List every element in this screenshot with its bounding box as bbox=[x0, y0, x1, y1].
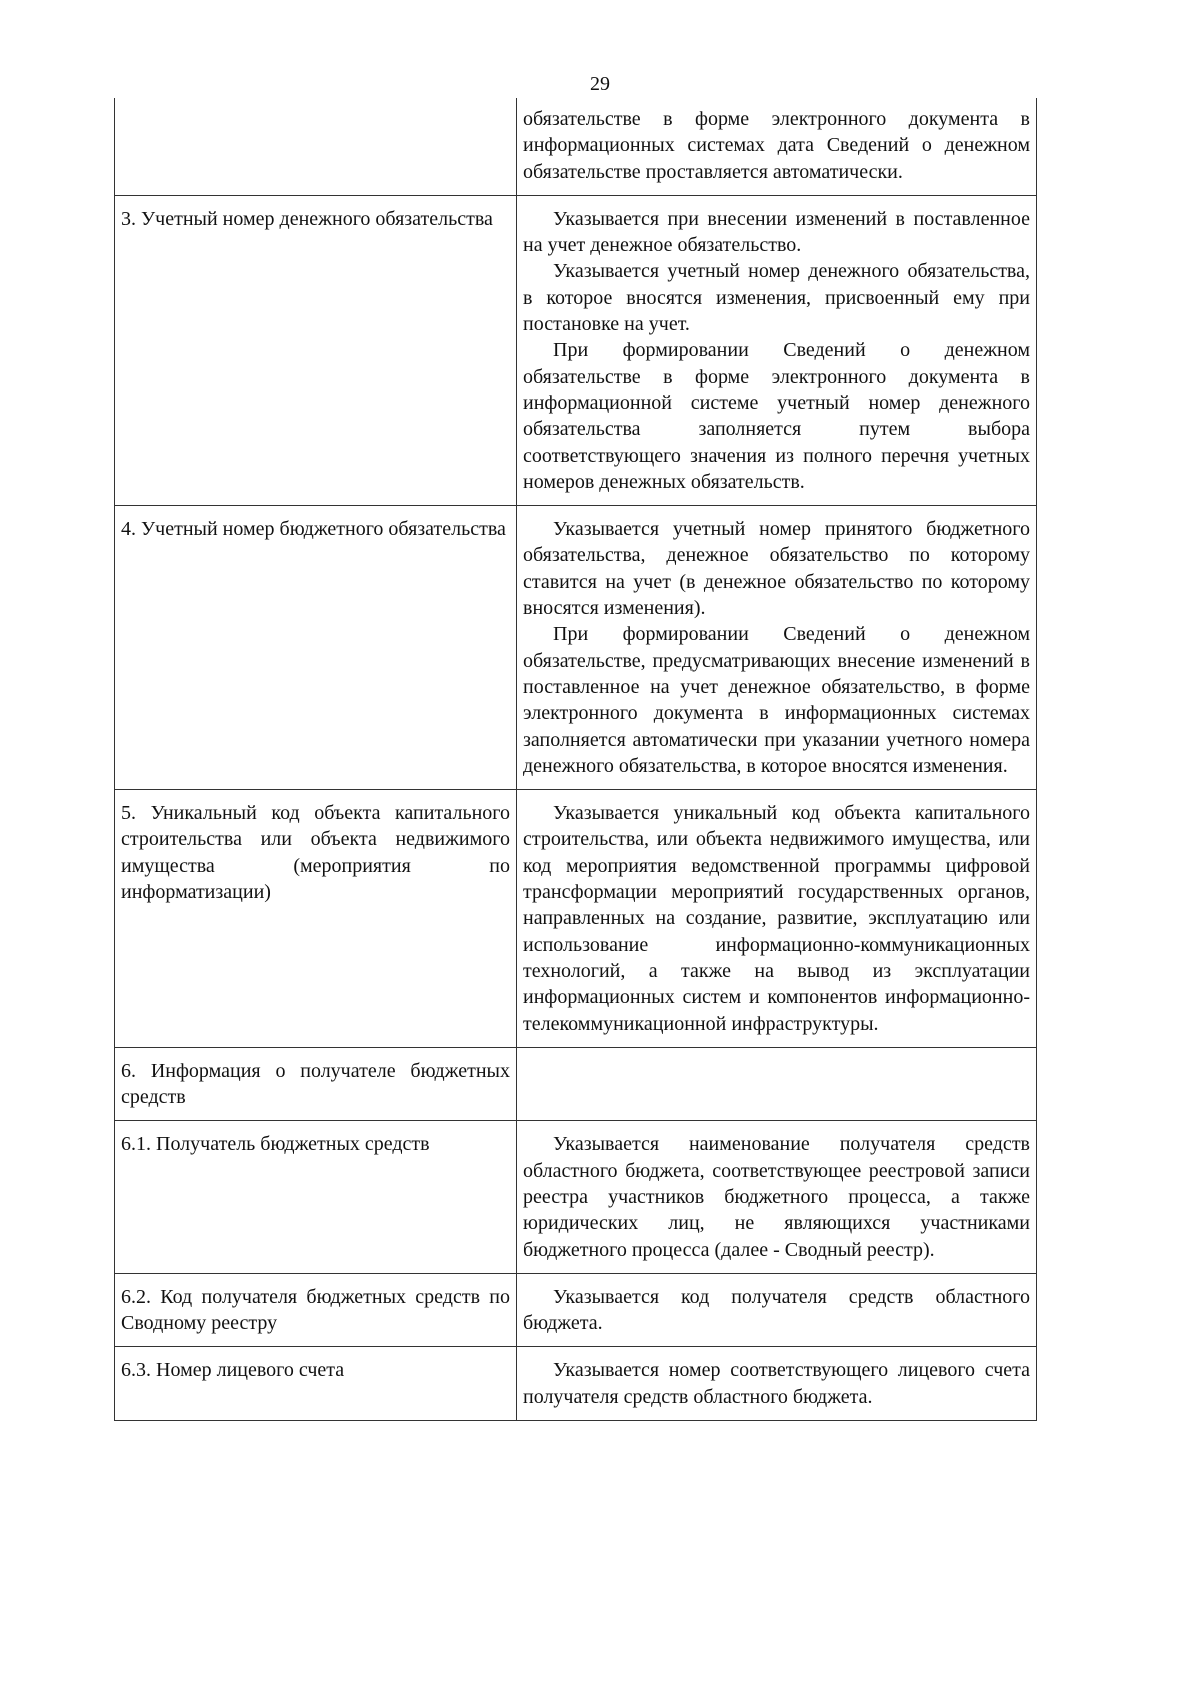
table-row bbox=[115, 1273, 1037, 1347]
description-paragraph: При формировании Сведений о денежном обязательстве в форме электронного документа в информационной системе учетный номер денежного обязательства заполняется путем выбора соответствующего значения из полного перечня учетных номеров денежных обязательств. bbox=[523, 339, 1030, 493]
table-row bbox=[115, 1347, 1037, 1421]
table-row bbox=[115, 98, 1037, 195]
description-paragraph: Указывается номер соответствующего лицевого счета получателя средств областного бюджета. bbox=[523, 1359, 1030, 1408]
field-name-cell: 6.2. Код получателя бюджетных средств по Сводному реестру bbox=[115, 1273, 517, 1347]
table-row bbox=[115, 195, 1037, 505]
description-paragraph: Указывается при внесении изменений в поставленное на учет денежное обязательство. bbox=[523, 207, 1030, 257]
field-description-cell bbox=[517, 1121, 1037, 1273]
field-name-cell: 3. Учетный номер денежного обязательства bbox=[115, 195, 517, 505]
requirements-table bbox=[114, 98, 1037, 1421]
description-paragraph: Указывается наименование получателя средств областного бюджета, соответствующее реестровой записи реестра участников бюджетного процесса, а также юридических лиц, не являющихся участниками бюджетного процесса (далее - Сводный реестр). bbox=[523, 1133, 1030, 1261]
description-paragraph: обязательстве в форме электронного документа в информационных системах дата Сведений о денежном обязательстве проставляется автоматически. bbox=[523, 108, 1030, 183]
field-description-cell bbox=[517, 195, 1037, 505]
field-description-cell bbox=[517, 790, 1037, 1048]
description-paragraph: Указывается учетный номер принятого бюджетного обязательства, денежное обязательство по которому ставится на учет (в денежное обязательство по которому вносятся изменения). bbox=[523, 518, 1030, 620]
field-name-cell: 6.3. Номер лицевого счета bbox=[115, 1347, 517, 1421]
field-name-cell: 5. Уникальный код объекта капитального строительства или объекта недвижимого имущества (мероприятия по информатизации) bbox=[115, 790, 517, 1048]
page-number: 29 bbox=[590, 73, 610, 95]
description-paragraph: При формировании Сведений о денежном обязательстве, предусматривающих внесение изменений в поставленное на учет денежное обязательство, в форме электронного документа в информационных системах заполняется автоматически при указании учетного номера денежного обязательства, в которое вносятся изменения. bbox=[523, 623, 1030, 777]
field-name-cell bbox=[115, 98, 517, 195]
field-name-cell: 4. Учетный номер бюджетного обязательства bbox=[115, 506, 517, 790]
field-description-cell bbox=[517, 98, 1037, 195]
table-row bbox=[115, 790, 1037, 1048]
field-description-cell bbox=[517, 1047, 1037, 1121]
field-name-cell: 6.1. Получатель бюджетных средств bbox=[115, 1121, 517, 1273]
table-row bbox=[115, 1047, 1037, 1121]
table-row bbox=[115, 1121, 1037, 1273]
description-paragraph: Указывается код получателя средств областного бюджета. bbox=[523, 1285, 1030, 1335]
description-paragraph: Указывается учетный номер денежного обязательства, в которое вносятся изменения, присвоенный ему при постановке на учет. bbox=[523, 260, 1030, 336]
description-paragraph: Указывается уникальный код объекта капитального строительства, или объекта недвижимого имущества, или код мероприятия ведомственной программы цифровой трансформации мероприятий государственных органов, направленных на создание, развитие, эксплуатацию или использование информационно-коммуникационных технологий, а также на вывод из эксплуатации информационных систем и компонентов информационно-телекоммуникационной инфраструктуры. bbox=[523, 802, 1030, 1035]
table-row bbox=[115, 506, 1037, 790]
field-description-cell bbox=[517, 1273, 1037, 1347]
field-description-cell bbox=[517, 1347, 1037, 1421]
field-description-cell bbox=[517, 506, 1037, 790]
field-name-cell: 6. Информация о получателе бюджетных средств bbox=[115, 1047, 517, 1121]
